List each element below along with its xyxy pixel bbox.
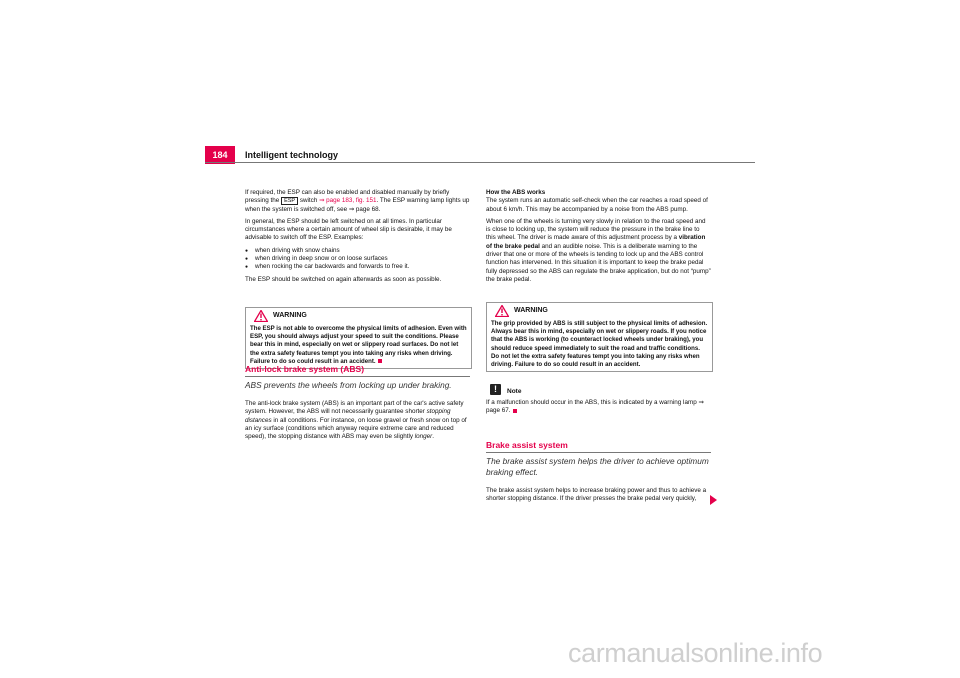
end-mark-icon xyxy=(378,359,382,363)
warning-title: WARNING xyxy=(514,307,548,314)
note-text: If a malfunction should occur in the ABS, this is indicated by a warning lamp ⇒ page 67. xyxy=(486,399,704,415)
brake-assist-heading: Brake assist system xyxy=(486,440,568,450)
warning-heading xyxy=(487,303,712,318)
warning-box-abs xyxy=(486,302,713,372)
abs-heading: Anti-lock brake system (ABS) xyxy=(245,364,365,374)
header-rule xyxy=(205,162,755,163)
page-number: 184 xyxy=(205,146,235,164)
section-rule xyxy=(245,376,470,377)
esp-switch-on-paragraph: The ESP should be switched on again afterwards as soon as possible. xyxy=(245,275,442,283)
section-rule xyxy=(486,452,711,453)
end-mark-icon xyxy=(513,409,517,413)
text: When one of the wheels is turning very slowly in relation to the road speed and is close to locking up, the system will reduce the pressure in the brake line to this wheel. The driver is made aware of this adjustment process by a xyxy=(486,217,706,242)
text: . xyxy=(432,433,435,441)
continue-arrow-icon xyxy=(710,495,717,505)
text: in all conditions. For instance, on loose gravel or fresh snow on top of an icy surface (conditions which anyway require extreme care and reduced speed), the stopping distance with ABS may even be slightly xyxy=(245,416,467,441)
list-item: ● when driving with snow chains xyxy=(245,247,470,255)
warning-heading xyxy=(246,308,471,323)
warning-triangle-icon xyxy=(254,310,268,322)
right-column-abs xyxy=(486,189,711,288)
abs-subheading: ABS prevents the wheels from locking up under braking. xyxy=(245,380,452,390)
how-abs-works-title: How the ABS works xyxy=(486,189,546,196)
abs-paragraph xyxy=(245,400,470,445)
warning-body: The grip provided by ABS is still subject to the physical limits of adhesion. Always bear this in mind, especially on wet or slippery roads. If you notice that the ABS is working (to counteract locked wheels under braking), you should reduce speed immediately to suit the road and traffic conditions. Do not let the extra safety features tempt you into taking any risks when driving. Failure to do so could result in an accident. xyxy=(491,320,708,369)
left-column-intro xyxy=(245,189,470,288)
list-item: ● when rocking the car backwards and forwards to free it. xyxy=(245,263,470,271)
warning-body xyxy=(246,323,471,368)
running-head: Intelligent technology xyxy=(245,150,339,160)
brake-assist-subheading: The brake assist system helps the driver to achieve optimum braking effect. xyxy=(486,456,709,477)
text: vibration of the brake pedal xyxy=(486,234,706,250)
text: . The ESP warning lamp lights up when the system is switched off, see ⇒ page 68. xyxy=(245,197,470,213)
abs-operation-paragraph xyxy=(486,218,711,284)
list-item: ● when driving in deep snow or on loose surfaces xyxy=(245,255,470,263)
text: The anti-lock brake system (ABS) is an important part of the car's active safety system. However, the ABS will not necessarily guarantee shorter xyxy=(245,400,464,416)
note-icon: ! xyxy=(490,384,501,395)
text: If required, the ESP can also be enabled and disabled manually by briefly pressing the xyxy=(245,189,450,205)
text: and an audible noise. This is a deliberate warning to the driver that one or more of the wheels is tending to lock up and the ABS control function has intervened. In this situation it is important to keep the brake pedal fully depressed so the ABS can regulate the brake application, but do not “pump” the brake pedal. xyxy=(486,242,711,283)
warning-box-esp xyxy=(245,307,472,369)
watermark: carmanualsonline.info xyxy=(568,638,823,668)
text: switch xyxy=(299,197,318,205)
note-paragraph xyxy=(486,399,711,420)
warning-triangle-icon xyxy=(495,305,509,317)
warning-text: The ESP is not able to overcome the physical limits of adhesion. Even with ESP, you should always adjust your speed to suit the conditions. Please bear this in mind, especially on wet or slippery road surfaces. Do not let the extra safety features tempt you into taking any risks when driving. Failure to do so could result in an accident. xyxy=(250,325,467,365)
warning-title: WARNING xyxy=(273,312,307,319)
esp-switch-paragraph xyxy=(245,189,470,214)
esp-general-paragraph: In general, the ESP should be left switched on at all times. In particular circumstances where a certain amount of wheel slip is desirable, it may be advisable to switch off the ESP. Examples: xyxy=(245,217,452,242)
brake-assist-paragraph xyxy=(486,487,711,508)
esp-key-icon: ESP xyxy=(281,197,298,205)
brake-assist-text: The brake assist system helps to increase braking power and thus to achieve a shorter stopping distance. If the driver presses the brake pedal very quickly, xyxy=(486,487,707,503)
note-title: Note xyxy=(507,388,522,395)
abs-selfcheck-paragraph: The system runs an automatic self-check when the car reaches a road speed of about 6 km/h. This may be accompanied by a noise from the ABS pump. xyxy=(486,197,708,213)
text: longer xyxy=(414,433,433,441)
text: stopping distances xyxy=(245,408,451,424)
page-reference-link[interactable]: ⇒ page 183, fig. 151 xyxy=(319,197,377,205)
